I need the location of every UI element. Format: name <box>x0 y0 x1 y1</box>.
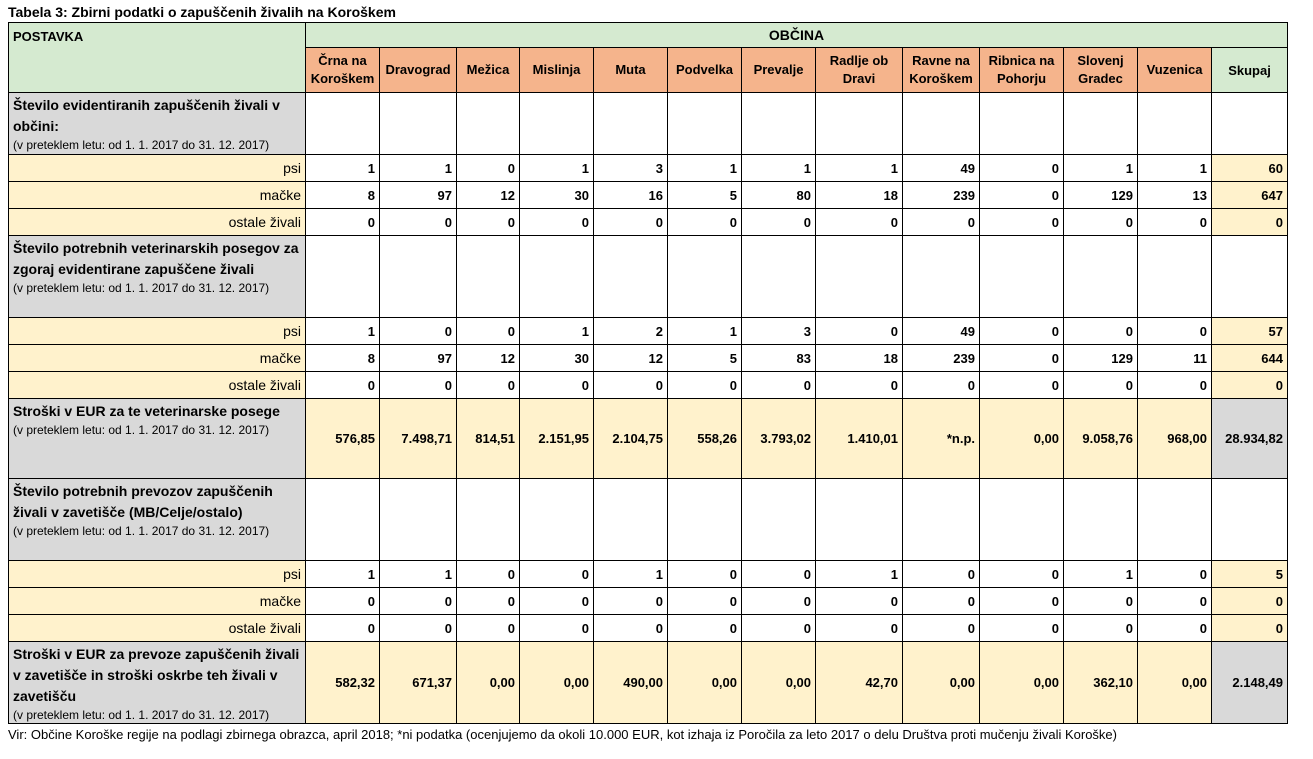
value-cell: 1 <box>816 561 903 588</box>
value-cell: 1 <box>742 155 816 182</box>
value-cell: 1 <box>306 318 380 345</box>
value-cell: 0 <box>1064 588 1138 615</box>
total-cell: 0 <box>1212 588 1288 615</box>
header-obcina: OBČINA <box>306 23 1288 48</box>
section-header-row <box>9 479 1288 561</box>
empty-cell <box>520 479 594 561</box>
value-cell: 0 <box>980 155 1064 182</box>
value-cell: 97 <box>380 182 457 209</box>
empty-cell <box>980 236 1064 318</box>
table-row <box>9 561 1288 588</box>
value-cell: 0 <box>1064 318 1138 345</box>
value-cell: 0 <box>380 318 457 345</box>
row-label: mačke <box>9 588 306 615</box>
empty-cell <box>1064 236 1138 318</box>
value-cell: 0 <box>980 615 1064 642</box>
value-cell: 0 <box>742 372 816 399</box>
value-cell: 13 <box>1138 182 1212 209</box>
empty-cell <box>742 93 816 155</box>
cost-title-cell <box>9 399 306 479</box>
value-cell: 0 <box>457 561 520 588</box>
value-cell: 12 <box>594 345 668 372</box>
value-cell: 0 <box>903 372 980 399</box>
table-row <box>9 155 1288 182</box>
value-cell: 0 <box>980 209 1064 236</box>
value-cell: 0 <box>742 615 816 642</box>
empty-cell <box>903 236 980 318</box>
value-cell: 0 <box>668 615 742 642</box>
value-cell: 0 <box>742 209 816 236</box>
empty-cell <box>457 236 520 318</box>
header-municipality-ravne-na-koroskem: Ravne na Koroškem <box>903 48 980 93</box>
empty-cell <box>306 479 380 561</box>
empty-cell <box>457 479 520 561</box>
value-cell: 0 <box>1064 372 1138 399</box>
value-cell: 3 <box>594 155 668 182</box>
cost-value-cell: 0,00 <box>457 642 520 724</box>
value-cell: 5 <box>668 182 742 209</box>
value-cell: 0 <box>520 615 594 642</box>
cost-value-cell: 3.793,02 <box>742 399 816 479</box>
empty-cell <box>520 236 594 318</box>
value-cell: 129 <box>1064 182 1138 209</box>
data-table-wrapper <box>8 22 1288 724</box>
row-label: mačke <box>9 182 306 209</box>
empty-cell <box>380 236 457 318</box>
cost-value-cell: 0,00 <box>903 642 980 724</box>
cost-row <box>9 399 1288 479</box>
total-cell: 644 <box>1212 345 1288 372</box>
empty-cell <box>306 236 380 318</box>
data-table <box>8 22 1288 724</box>
table-row <box>9 182 1288 209</box>
cost-value-cell: 582,32 <box>306 642 380 724</box>
cost-row <box>9 642 1288 724</box>
cost-subtitle: (v preteklem letu: od 1. 1. 2017 do 31. 12. 2017) <box>13 708 270 722</box>
value-cell: 0 <box>1138 318 1212 345</box>
cost-value-cell: 576,85 <box>306 399 380 479</box>
empty-cell <box>816 236 903 318</box>
value-cell: 0 <box>306 209 380 236</box>
section-header-row <box>9 236 1288 318</box>
value-cell: 0 <box>306 588 380 615</box>
value-cell: 0 <box>457 588 520 615</box>
value-cell: 0 <box>457 318 520 345</box>
cost-title-cell <box>9 642 306 724</box>
cost-title: Stroški v EUR za prevoze zapuščenih živali v zavetišče in stroški oskrbe teh živali v zavetišču <box>13 646 300 704</box>
cost-value-cell: 362,10 <box>1064 642 1138 724</box>
row-label: ostale živali <box>9 209 306 236</box>
header-skupaj: Skupaj <box>1212 48 1288 93</box>
value-cell: 0 <box>594 588 668 615</box>
value-cell: 30 <box>520 182 594 209</box>
empty-cell <box>380 93 457 155</box>
value-cell: 0 <box>816 588 903 615</box>
value-cell: 0 <box>1138 561 1212 588</box>
cost-value-cell: 0,00 <box>1138 642 1212 724</box>
value-cell: 0 <box>742 588 816 615</box>
value-cell: 0 <box>816 372 903 399</box>
value-cell: 1 <box>1064 155 1138 182</box>
total-cell: 0 <box>1212 615 1288 642</box>
value-cell: 5 <box>668 345 742 372</box>
value-cell: 1 <box>380 561 457 588</box>
empty-cell <box>1212 479 1288 561</box>
empty-cell <box>903 93 980 155</box>
empty-cell <box>816 93 903 155</box>
empty-cell <box>1064 479 1138 561</box>
row-label: ostale živali <box>9 372 306 399</box>
value-cell: 8 <box>306 182 380 209</box>
header-municipality-dravograd: Dravograd <box>380 48 457 93</box>
value-cell: 0 <box>1064 615 1138 642</box>
value-cell: 0 <box>457 372 520 399</box>
value-cell: 16 <box>594 182 668 209</box>
value-cell: 0 <box>1138 209 1212 236</box>
value-cell: 0 <box>306 615 380 642</box>
footer-source-note: Vir: Občine Koroške regije na podlagi zbirnega obrazca, april 2018; *ni podatka (ocenjujemo da okoli 10.000 EUR, kot izhaja iz Poročila za leto 2017 o delu Društva proti mučenju živali Koroške) <box>8 727 1117 742</box>
section-title-cell <box>9 236 306 318</box>
empty-cell <box>1138 479 1212 561</box>
row-label: psi <box>9 318 306 345</box>
header-municipality-muta: Muta <box>594 48 668 93</box>
cost-value-cell: 0,00 <box>520 642 594 724</box>
empty-cell <box>1064 93 1138 155</box>
empty-cell <box>457 93 520 155</box>
header-postavka: POSTAVKA <box>9 23 306 93</box>
value-cell: 0 <box>380 588 457 615</box>
value-cell: 0 <box>742 561 816 588</box>
value-cell: 30 <box>520 345 594 372</box>
value-cell: 1 <box>520 318 594 345</box>
value-cell: 0 <box>980 588 1064 615</box>
value-cell: 83 <box>742 345 816 372</box>
section-title: Število potrebnih veterinarskih posegov za zgoraj evidentirane zapuščene živali <box>13 240 299 277</box>
total-cell: 0 <box>1212 209 1288 236</box>
value-cell: 0 <box>1138 372 1212 399</box>
value-cell: 1 <box>668 318 742 345</box>
section-subtitle: (v preteklem letu: od 1. 1. 2017 do 31. 12. 2017) <box>13 138 270 152</box>
value-cell: 0 <box>903 561 980 588</box>
value-cell: 1 <box>520 155 594 182</box>
value-cell: 1 <box>306 561 380 588</box>
total-cell: 5 <box>1212 561 1288 588</box>
empty-cell <box>980 93 1064 155</box>
table-row <box>9 588 1288 615</box>
table-row <box>9 372 1288 399</box>
cost-value-cell: 2.104,75 <box>594 399 668 479</box>
total-cell: 0 <box>1212 372 1288 399</box>
cost-value-cell: 0,00 <box>668 642 742 724</box>
empty-cell <box>594 236 668 318</box>
value-cell: 0 <box>980 561 1064 588</box>
value-cell: 0 <box>668 209 742 236</box>
cost-subtitle: (v preteklem letu: od 1. 1. 2017 do 31. 12. 2017) <box>13 423 270 437</box>
value-cell: 11 <box>1138 345 1212 372</box>
cost-value-cell: 7.498,71 <box>380 399 457 479</box>
value-cell: 0 <box>594 615 668 642</box>
value-cell: 0 <box>980 345 1064 372</box>
empty-cell <box>594 479 668 561</box>
empty-cell <box>306 93 380 155</box>
value-cell: 0 <box>816 318 903 345</box>
value-cell: 0 <box>380 209 457 236</box>
cost-value-cell: 558,26 <box>668 399 742 479</box>
value-cell: 0 <box>903 209 980 236</box>
header-municipality-podvelka: Podvelka <box>668 48 742 93</box>
row-label: psi <box>9 561 306 588</box>
value-cell: 0 <box>380 372 457 399</box>
cost-value-cell: 671,37 <box>380 642 457 724</box>
header-municipality-prevalje: Prevalje <box>742 48 816 93</box>
table-row <box>9 615 1288 642</box>
section-subtitle: (v preteklem letu: od 1. 1. 2017 do 31. 12. 2017) <box>13 281 270 295</box>
cost-value-cell: 968,00 <box>1138 399 1212 479</box>
empty-cell <box>1138 236 1212 318</box>
value-cell: 0 <box>668 561 742 588</box>
value-cell: 2 <box>594 318 668 345</box>
value-cell: 0 <box>306 372 380 399</box>
value-cell: 0 <box>457 209 520 236</box>
value-cell: 0 <box>380 615 457 642</box>
table-row <box>9 318 1288 345</box>
value-cell: 1 <box>306 155 380 182</box>
value-cell: 0 <box>520 209 594 236</box>
table-caption: Tabela 3: Zbirni podatki o zapuščenih živalih na Koroškem <box>8 4 396 20</box>
header-municipality-vuzenica: Vuzenica <box>1138 48 1212 93</box>
empty-cell <box>903 479 980 561</box>
value-cell: 8 <box>306 345 380 372</box>
empty-cell <box>1138 93 1212 155</box>
empty-cell <box>668 479 742 561</box>
empty-cell <box>668 93 742 155</box>
value-cell: 0 <box>668 588 742 615</box>
row-label: ostale živali <box>9 615 306 642</box>
section-header-row <box>9 93 1288 155</box>
value-cell: 12 <box>457 345 520 372</box>
value-cell: 0 <box>520 561 594 588</box>
empty-cell <box>380 479 457 561</box>
cost-value-cell: 490,00 <box>594 642 668 724</box>
value-cell: 239 <box>903 345 980 372</box>
value-cell: 0 <box>1138 588 1212 615</box>
value-cell: 0 <box>668 372 742 399</box>
empty-cell <box>742 479 816 561</box>
empty-cell <box>520 93 594 155</box>
value-cell: 49 <box>903 318 980 345</box>
value-cell: 1 <box>816 155 903 182</box>
cost-value-cell: 814,51 <box>457 399 520 479</box>
value-cell: 0 <box>980 182 1064 209</box>
value-cell: 49 <box>903 155 980 182</box>
value-cell: 0 <box>903 615 980 642</box>
section-title-cell <box>9 93 306 155</box>
value-cell: 129 <box>1064 345 1138 372</box>
value-cell: 0 <box>1064 209 1138 236</box>
value-cell: 0 <box>980 372 1064 399</box>
cost-value-cell: 0,00 <box>980 642 1064 724</box>
total-cell: 647 <box>1212 182 1288 209</box>
section-title-cell <box>9 479 306 561</box>
header-municipality-mezica: Mežica <box>457 48 520 93</box>
empty-cell <box>594 93 668 155</box>
empty-cell <box>668 236 742 318</box>
header-municipality-crna-na-koroskem: Črna na Koroškem <box>306 48 380 93</box>
table-row <box>9 209 1288 236</box>
cost-total-cell: 28.934,82 <box>1212 399 1288 479</box>
value-cell: 1 <box>1064 561 1138 588</box>
value-cell: 0 <box>1138 615 1212 642</box>
cost-value-cell: 0,00 <box>980 399 1064 479</box>
header-municipality-ribnica-na-pohorju: Ribnica na Pohorju <box>980 48 1064 93</box>
total-cell: 57 <box>1212 318 1288 345</box>
cost-value-cell: 2.151,95 <box>520 399 594 479</box>
table-row <box>9 345 1288 372</box>
header-municipality-radlje-ob-dravi: Radlje ob Dravi <box>816 48 903 93</box>
value-cell: 1 <box>668 155 742 182</box>
total-cell: 60 <box>1212 155 1288 182</box>
empty-cell <box>1212 93 1288 155</box>
empty-cell <box>1212 236 1288 318</box>
value-cell: 18 <box>816 345 903 372</box>
row-label: psi <box>9 155 306 182</box>
cost-value-cell: 1.410,01 <box>816 399 903 479</box>
value-cell: 1 <box>380 155 457 182</box>
cost-value-cell: 9.058,76 <box>1064 399 1138 479</box>
value-cell: 1 <box>1138 155 1212 182</box>
value-cell: 0 <box>816 615 903 642</box>
value-cell: 0 <box>594 372 668 399</box>
value-cell: 3 <box>742 318 816 345</box>
value-cell: 0 <box>457 615 520 642</box>
row-label: mačke <box>9 345 306 372</box>
empty-cell <box>816 479 903 561</box>
empty-cell <box>742 236 816 318</box>
section-subtitle: (v preteklem letu: od 1. 1. 2017 do 31. 12. 2017) <box>13 524 270 538</box>
value-cell: 0 <box>980 318 1064 345</box>
cost-value-cell: 0,00 <box>742 642 816 724</box>
value-cell: 239 <box>903 182 980 209</box>
header-municipality-mislinja: Mislinja <box>520 48 594 93</box>
cost-title: Stroški v EUR za te veterinarske posege <box>13 403 280 419</box>
value-cell: 18 <box>816 182 903 209</box>
section-title: Število evidentiranih zapuščenih živali v občini: <box>13 97 280 134</box>
empty-cell <box>980 479 1064 561</box>
value-cell: 12 <box>457 182 520 209</box>
cost-value-cell: *n.p. <box>903 399 980 479</box>
value-cell: 97 <box>380 345 457 372</box>
value-cell: 0 <box>457 155 520 182</box>
header-municipality-slovenj-gradec: Slovenj Gradec <box>1064 48 1138 93</box>
value-cell: 0 <box>903 588 980 615</box>
cost-value-cell: 42,70 <box>816 642 903 724</box>
value-cell: 80 <box>742 182 816 209</box>
cost-total-cell: 2.148,49 <box>1212 642 1288 724</box>
value-cell: 0 <box>520 588 594 615</box>
value-cell: 0 <box>520 372 594 399</box>
section-title: Število potrebnih prevozov zapuščenih živali v zavetišče (MB/Celje/ostalo) <box>13 483 273 520</box>
value-cell: 0 <box>816 209 903 236</box>
value-cell: 0 <box>594 209 668 236</box>
value-cell: 1 <box>594 561 668 588</box>
